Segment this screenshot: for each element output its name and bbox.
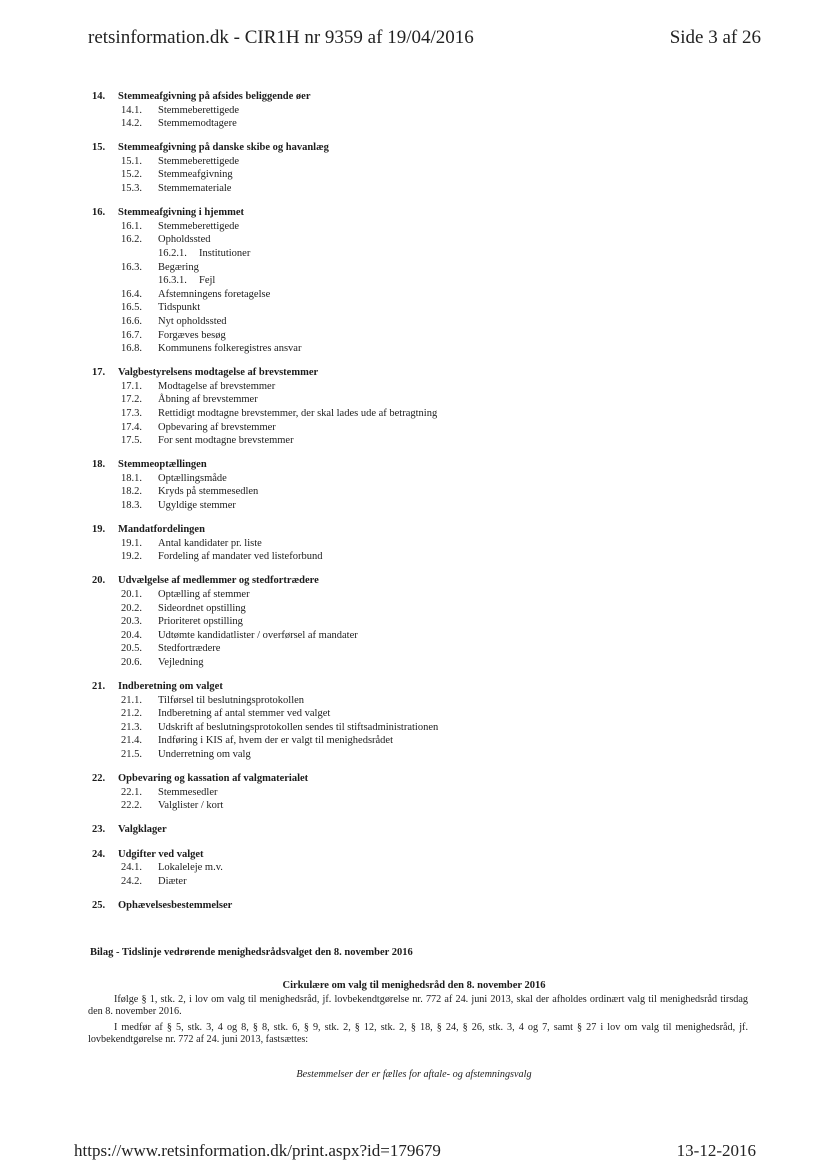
toc-section [92, 366, 768, 448]
bilag-line: Bilag - Tidslinje vedrørende menighedsrådsvalget den 8. november 2016 [90, 947, 413, 958]
toc-item-number: 19.2. [121, 551, 142, 563]
toc-item [92, 301, 768, 315]
section-heading-italic: Bestemmelser der er fælles for aftale- og afstemningsvalg [296, 1069, 532, 1080]
toc-item-text: Fordeling af mandater ved listeforbund [158, 551, 323, 563]
toc-item-text: Opbevaring af brevstemmer [158, 421, 276, 433]
paragraph-2: I medfør af § 5, stk. 3, 4 og 8, § 8, stk. 6, § 9, stk. 2, § 12, stk. 2, § 18, § 24, § 26, stk. 3, 4 og 7, samt § 27 i lov om valg til menighedsråd, jf. lovbekendtgørelse nr. 772 af 24. juni 2013, fastsættes: [88, 1022, 748, 1046]
toc-item-number: 18.2. [121, 486, 142, 498]
toc-section-number: 20. [92, 575, 106, 587]
toc-item [92, 104, 768, 118]
toc-item-number: 15.1. [121, 155, 142, 167]
toc-item-text: Stemmeberettigede [158, 155, 240, 167]
toc-section-title [92, 141, 768, 155]
toc-item-number: 21.3. [121, 721, 142, 733]
toc-item-number: 18.1. [121, 472, 142, 484]
toc-item [92, 615, 768, 629]
toc-item-text: Kryds på stemmesedlen [158, 486, 259, 498]
toc-item-text: Indberetning af antal stemmer ved valget [158, 708, 331, 720]
toc-item-number: 17.2. [121, 394, 142, 406]
toc-item-number: 17.1. [121, 380, 142, 392]
toc-item-number: 22.2. [121, 800, 142, 812]
toc-section [92, 206, 768, 356]
toc-item-number: 21.1. [121, 694, 142, 706]
toc-section-text: Udvælgelse af medlemmer og stedfortrædere [118, 575, 319, 587]
toc-item-text: Stemmemodtagere [158, 118, 237, 130]
toc-section-text: Stemmeafgivning på afsides beliggende øer [118, 91, 311, 102]
toc-item [92, 734, 768, 748]
toc-item-text: Modtagelse af brevstemmer [158, 380, 276, 392]
toc-item-text: Åbning af brevstemmer [158, 394, 258, 406]
toc-item-number: 16.3. [121, 261, 142, 273]
toc-item-number: 21.2. [121, 708, 142, 720]
toc-item [92, 875, 768, 889]
toc-item-text: Fejl [199, 275, 216, 287]
toc-section-title [92, 458, 768, 472]
toc-section [92, 574, 768, 669]
toc-item [92, 588, 768, 602]
toc-section-title [92, 366, 768, 380]
toc-section-text: Indberetning om valget [118, 681, 223, 693]
toc-item [92, 220, 768, 234]
paragraph-1: Ifølge § 1, stk. 2, i lov om valg til menighedsråd, jf. lovbekendtgørelse nr. 772 af 24. juni 2013, skal der afholdes ordinært valg til menighedsråd tirsdag den 8. november 2016. [88, 994, 748, 1018]
toc-item [92, 380, 768, 394]
toc-item [92, 342, 768, 356]
toc-section-text: Opbevaring og kassation af valgmaterialet [118, 773, 309, 785]
toc-section-title [92, 523, 768, 537]
toc-item-number: 22.1. [121, 786, 142, 798]
toc-section-title [92, 848, 768, 862]
toc-section [92, 772, 768, 813]
toc-item [92, 629, 768, 643]
toc-item-text: Stemmeberettigede [158, 104, 240, 116]
toc-section-number: 23. [92, 824, 106, 836]
toc-item [92, 393, 768, 407]
toc-item-text: Prioriteret opstilling [158, 616, 243, 628]
toc-item-text: Indføring i KIS af, hvem der er valgt til menighedsrådet [158, 735, 394, 747]
toc-item-number: 24.1. [121, 862, 142, 874]
toc-section [92, 90, 768, 131]
toc-item-number: 15.2. [121, 169, 142, 181]
toc-section-text: Mandatfordelingen [118, 524, 205, 536]
toc-item [92, 786, 768, 800]
toc-item-number: 20.5. [121, 643, 142, 655]
toc-section-text: Valgklager [118, 824, 167, 836]
toc-item-text: Udtømte kandidatlister / overførsel af mandater [158, 629, 358, 641]
toc-item-text: Begæring [158, 261, 199, 273]
toc-item-number: 16.7. [121, 329, 142, 341]
toc-item-number: 17.5. [121, 435, 142, 447]
toc-section-title [92, 206, 768, 220]
toc-section-text: Ophævelsesbestemmelser [118, 899, 233, 911]
toc-item-text: Opholdssted [158, 234, 211, 246]
toc-section [92, 458, 768, 512]
toc-item [92, 329, 768, 343]
circular-title: Cirkulære om valg til menighedsråd den 8. november 2016 [282, 980, 546, 991]
toc-section-number: 16. [92, 207, 106, 219]
toc-item-number: 16.8. [121, 343, 142, 355]
toc-item [92, 407, 768, 421]
toc-item-text: Stemmemateriale [158, 183, 232, 195]
toc-section-number: 14. [92, 91, 106, 102]
toc-item-text: Diæter [158, 875, 187, 887]
toc-item [92, 168, 768, 182]
toc-item [92, 861, 768, 875]
toc-item-text: Stemmeafgivning [158, 169, 233, 181]
toc-section-number: 17. [92, 367, 106, 379]
toc-item-number: 21.4. [121, 735, 142, 747]
toc-item-number: 24.2. [121, 875, 142, 887]
toc-section-number: 22. [92, 773, 106, 785]
toc-item-text: Optælling af stemmer [158, 589, 250, 600]
toc-item-number: 16.2.1. [158, 247, 187, 259]
toc-item-text: For sent modtagne brevstemmer [158, 435, 294, 447]
toc-item-number: 20.2. [121, 602, 142, 614]
page-number: Side 3 af 26 [669, 27, 761, 48]
toc-item [92, 274, 768, 288]
toc-section-title [92, 680, 768, 694]
toc-item-text: Ugyldige stemmer [158, 500, 236, 512]
toc-item [92, 642, 768, 656]
toc-item [92, 155, 768, 169]
toc-item-number: 16.6. [121, 315, 142, 327]
toc-section [92, 523, 768, 564]
toc-item-text: Rettidigt modtagne brevstemmer, der skal lades ude af betragtning [158, 407, 438, 419]
toc-section [92, 141, 768, 195]
toc-section-title [92, 90, 768, 104]
toc-item [92, 261, 768, 275]
toc-item-text: Institutioner [199, 247, 251, 259]
toc-item [92, 799, 768, 813]
toc-item-number: 20.1. [121, 589, 142, 600]
toc-item [92, 748, 768, 762]
toc-item-text: Optællingsmåde [158, 472, 227, 484]
toc-item [92, 434, 768, 448]
toc-item [92, 233, 768, 247]
toc-item-number: 16.5. [121, 302, 142, 314]
toc-item-number: 20.3. [121, 616, 142, 628]
toc-section [92, 848, 768, 889]
toc-item [92, 656, 768, 670]
toc-item [92, 315, 768, 329]
toc-item [92, 117, 768, 131]
toc-item [92, 421, 768, 435]
toc-item [92, 721, 768, 735]
toc-item-number: 16.1. [121, 220, 142, 232]
toc-item [92, 694, 768, 708]
toc-item [92, 537, 768, 551]
toc-section-number: 24. [92, 848, 106, 860]
toc-item [92, 485, 768, 499]
toc-item-text: Nyt opholdssted [158, 315, 227, 327]
toc-item [92, 182, 768, 196]
toc-section [92, 899, 768, 913]
toc-section-text: Stemmeafgivning i hjemmet [118, 207, 244, 219]
toc-item-number: 20.4. [121, 629, 142, 641]
toc-item-number: 17.4. [121, 421, 142, 433]
toc-item-number: 19.1. [121, 537, 142, 549]
toc-section-number: 18. [92, 459, 106, 471]
toc-item-number: 14.1. [121, 104, 142, 116]
footer-date: 13-12-2016 [676, 1141, 756, 1160]
toc-item [92, 602, 768, 616]
toc-item-text: Kommunens folkeregistres ansvar [158, 343, 302, 355]
toc-item-text: Udskrift af beslutningsprotokollen sendes til stiftsadministrationen [158, 721, 439, 733]
toc-item-text: Stemmeberettigede [158, 220, 240, 232]
toc-item-text: Sideordnet opstilling [158, 602, 246, 614]
toc-section-text: Stemmeoptællingen [118, 459, 207, 471]
toc-item-text: Tidspunkt [158, 302, 201, 314]
toc-item-number: 14.2. [121, 118, 142, 130]
toc-item-text: Lokaleleje m.v. [158, 862, 223, 874]
toc-item-number: 21.5. [121, 749, 142, 761]
toc-section-number: 19. [92, 524, 106, 536]
table-of-contents [92, 90, 768, 923]
toc-item-text: Antal kandidater pr. liste [158, 537, 262, 549]
toc-item-text: Stedfortrædere [158, 643, 221, 655]
toc-item-number: 17.3. [121, 407, 142, 419]
toc-section-number: 21. [92, 681, 106, 693]
toc-section-title [92, 899, 768, 913]
toc-section-text: Stemmeafgivning på danske skibe og havanlæg [118, 142, 329, 154]
toc-item-number: 16.2. [121, 234, 142, 246]
toc-item [92, 707, 768, 721]
toc-item-text: Valglister / kort [158, 800, 224, 812]
toc-item-number: 16.3.1. [158, 275, 187, 287]
toc-item-text: Forgæves besøg [158, 329, 226, 341]
toc-item-number: 18.3. [121, 500, 142, 512]
toc-item-number: 20.6. [121, 656, 142, 668]
toc-item-text: Vejledning [158, 656, 204, 668]
footer-url[interactable]: https://www.retsinformation.dk/print.aspx?id=179679 [74, 1141, 441, 1160]
toc-section-text: Udgifter ved valget [118, 848, 204, 860]
toc-section-text: Valgbestyrelsens modtagelse af brevstemmer [118, 367, 319, 379]
toc-item-text: Afstemningens foretagelse [158, 288, 271, 300]
toc-item [92, 550, 768, 564]
toc-section [92, 680, 768, 762]
toc-item [92, 247, 768, 261]
toc-section [92, 823, 768, 837]
toc-item-number: 15.3. [121, 183, 142, 195]
toc-section-title [92, 823, 768, 837]
header-source: retsinformation.dk - CIR1H nr 9359 af 19/04/2016 [88, 27, 474, 48]
toc-item-text: Stemmesedler [158, 786, 218, 798]
toc-item-text: Tilførsel til beslutningsprotokollen [158, 694, 305, 706]
toc-section-number: 25. [92, 899, 106, 911]
toc-item [92, 499, 768, 513]
toc-section-number: 15. [92, 142, 106, 154]
toc-section-title [92, 772, 768, 786]
toc-section-title [92, 574, 768, 588]
toc-item [92, 288, 768, 302]
toc-item-number: 16.4. [121, 288, 142, 300]
toc-item-text: Underretning om valg [158, 749, 251, 761]
toc-item [92, 472, 768, 486]
